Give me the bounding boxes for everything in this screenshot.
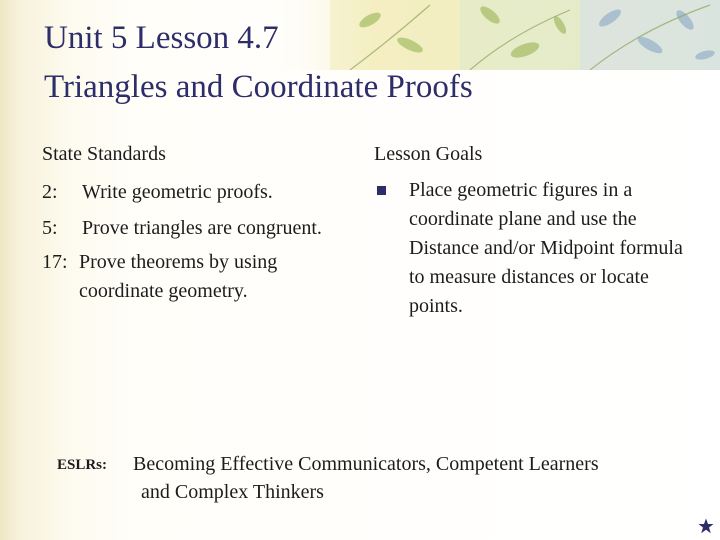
list-item <box>42 178 342 207</box>
star-icon <box>698 518 714 534</box>
eslrs-label: ESLRs: <box>57 457 108 473</box>
lesson-goal-text: Place geometric figures in a coordinate plane and use the Distance and/or Midpoint formula to measure distances or locate points. <box>409 179 683 317</box>
eslrs-text-continued: and Complex Thinkers <box>141 481 324 503</box>
slide-title: Unit 5 Lesson 4.7 <box>44 20 279 56</box>
standard-text: Prove theorems by using coordinate geometry. <box>79 251 278 302</box>
standard-text: Write geometric proofs. <box>82 181 273 203</box>
leaf-pattern-decoration <box>260 0 720 70</box>
standard-number: 2: <box>42 181 58 203</box>
standard-number: 5: <box>42 217 58 239</box>
list-item <box>42 214 342 243</box>
standards-list <box>42 178 342 306</box>
state-standards-heading: State Standards <box>42 143 166 165</box>
eslrs-text: Becoming Effective Communicators, Competent Learners <box>133 453 599 475</box>
lesson-goals-heading: Lesson Goals <box>374 143 483 165</box>
standard-number: 17: <box>42 251 68 273</box>
list-item <box>42 248 342 306</box>
slide-subtitle: Triangles and Coordinate Proofs <box>44 69 473 105</box>
square-bullet-icon <box>377 186 386 195</box>
standard-text: Prove triangles are congruent. <box>82 217 322 239</box>
